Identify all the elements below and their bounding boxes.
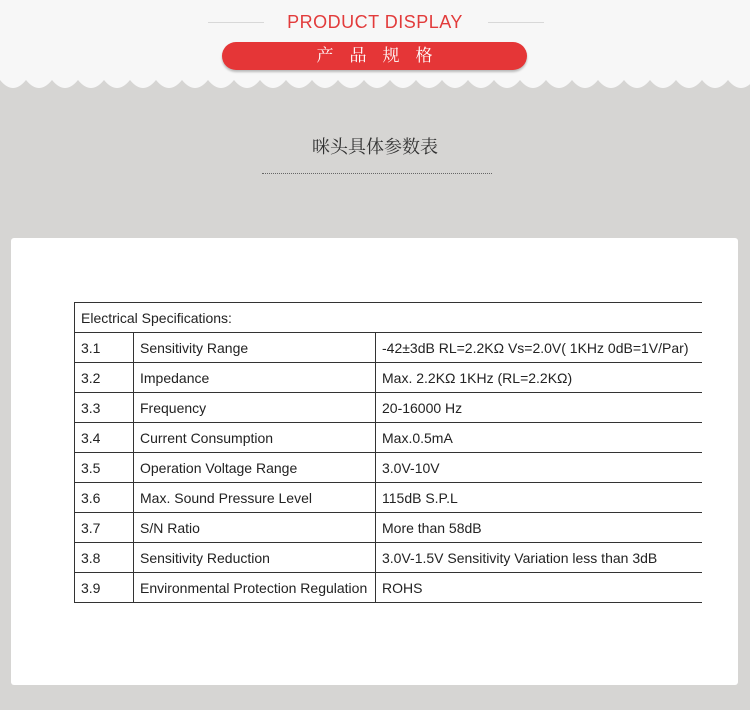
spec-number: 3.4 — [75, 423, 134, 453]
spec-name: Environmental Protection Regulation — [134, 573, 376, 603]
table-row — [75, 573, 703, 603]
spec-value: Max.0.5mA — [376, 423, 703, 453]
table-row — [75, 393, 703, 423]
spec-number: 3.2 — [75, 363, 134, 393]
spec-value: 20-16000 Hz — [376, 393, 703, 423]
spec-value: ROHS — [376, 573, 703, 603]
table-row — [75, 333, 703, 363]
spec-name: Frequency — [134, 393, 376, 423]
table-caption: Electrical Specifications: — [75, 303, 703, 333]
spec-name: Max. Sound Pressure Level — [134, 483, 376, 513]
table-caption-row — [75, 303, 703, 333]
dotted-divider — [262, 173, 492, 174]
section-heading: 咪头具体参数表 — [312, 137, 438, 158]
spec-number: 3.6 — [75, 483, 134, 513]
spec-number: 3.5 — [75, 453, 134, 483]
table-row — [75, 363, 703, 393]
spec-value: Max. 2.2KΩ 1KHz (RL=2.2KΩ) — [376, 363, 703, 393]
spec-number: 3.8 — [75, 543, 134, 573]
table-row — [75, 423, 703, 453]
spec-name: Sensitivity Reduction — [134, 543, 376, 573]
spec-name: Operation Voltage Range — [134, 453, 376, 483]
table-row — [75, 543, 703, 573]
spec-name: S/N Ratio — [134, 513, 376, 543]
spec-value: -42±3dB RL=2.2KΩ Vs=2.0V( 1KHz 0dB=1V/Par) — [376, 333, 703, 363]
spec-value: 115dB S.P.L — [376, 483, 703, 513]
spec-name: Sensitivity Range — [134, 333, 376, 363]
spec-name: Impedance — [134, 363, 376, 393]
spec-number: 3.7 — [75, 513, 134, 543]
spec-number: 3.1 — [75, 333, 134, 363]
table-row — [75, 453, 703, 483]
table-row — [75, 483, 703, 513]
spec-value: More than 58dB — [376, 513, 703, 543]
spec-value: 3.0V-10V — [376, 453, 703, 483]
spec-pill-label: 产品规格 — [222, 42, 527, 70]
display-title: PRODUCT DISPLAY — [287, 12, 463, 32]
spec-table — [74, 302, 702, 603]
spec-number: 3.3 — [75, 393, 134, 423]
spec-number: 3.9 — [75, 573, 134, 603]
table-row — [75, 513, 703, 543]
spec-name: Current Consumption — [134, 423, 376, 453]
spec-value: 3.0V-1.5V Sensitivity Variation less than 3dB — [376, 543, 703, 573]
